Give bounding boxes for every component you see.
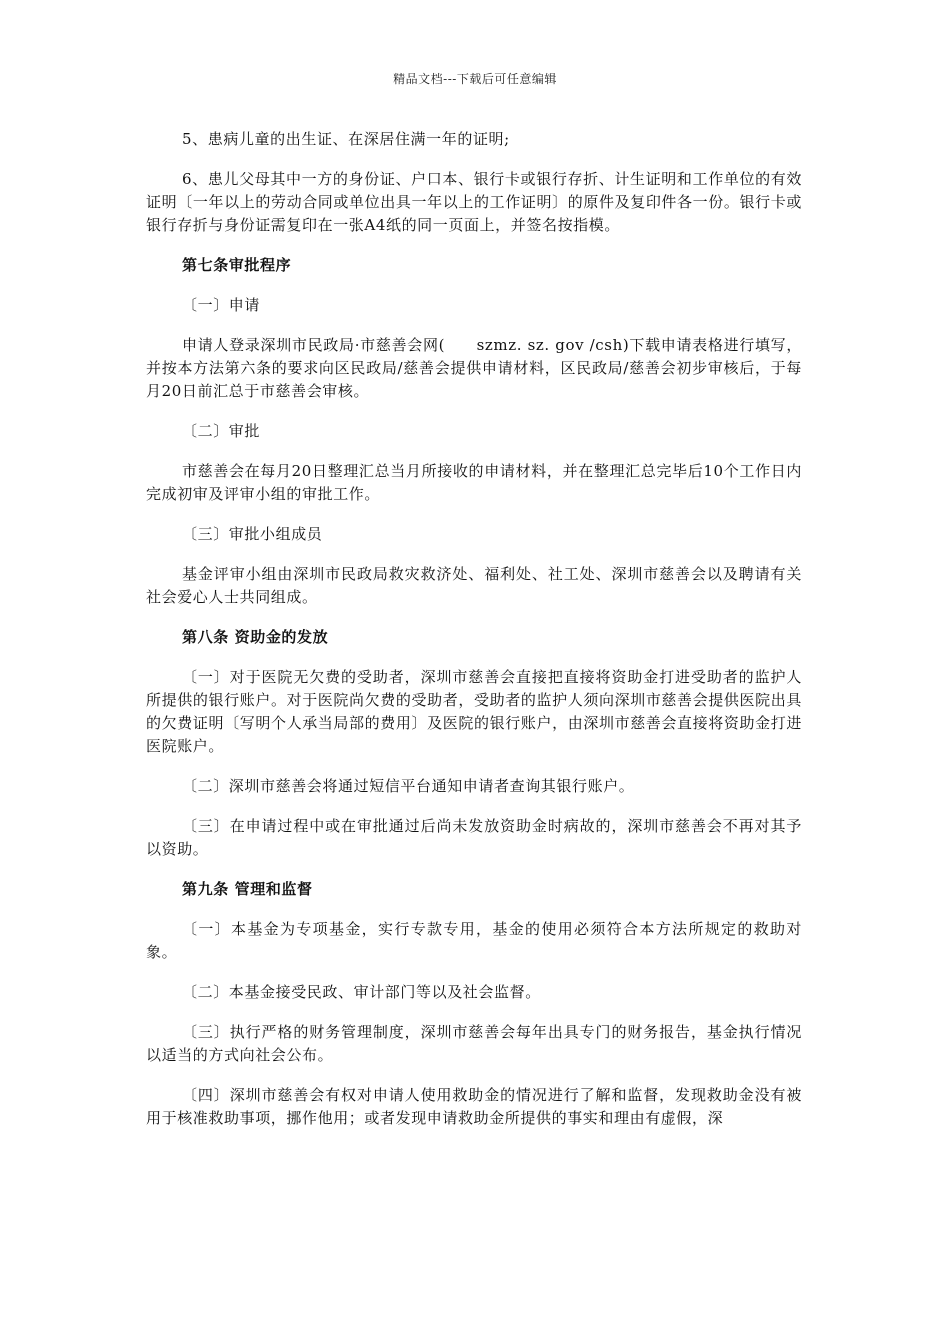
paragraph: 申请人登录深圳市民政局·市慈善会网( szmz. sz. gov /csh)下载申请表格进行填写，并按本方法第六条的要求向区民政局/慈善会提供申请材料，区民政局/慈善会初步审核后，于每月20日前汇总于市慈善会审核。 [146,336,802,400]
subsection-label: 〔三〕审批小组成员 [182,525,323,543]
document-body [146,128,802,1147]
section-heading: 第九条 管理和监督 [182,880,313,898]
subsection-label: 〔一〕申请 [182,296,261,314]
paragraph: 〔一〕对于医院无欠费的受助者，深圳市慈善会直接把直接将资助金打进受助者的监护人所提供的银行账户。对于医院尚欠费的受助者，受助者的监护人须向深圳市慈善会提供医院出具的欠费证明〔写明个人承当局部的费用〕及医院的银行账户，由深圳市慈善会直接将资助金打进医院账户。 [146,668,802,755]
paragraph: 〔一〕本基金为专项基金，实行专款专用，基金的使用必须符合本方法所规定的救助对象。 [146,920,802,961]
paragraph: 6、患儿父母其中一方的身份证、户口本、银行卡或银行存折、计生证明和工作单位的有效证明〔一年以上的劳动合同或单位出具一年以上的工作证明〕的原件及复印件各一份。银行卡或银行存折与身份证需复印在一张A4纸的同一页面上，并签名按指模。 [146,170,802,234]
paragraph: 基金评审小组由深圳市民政局救灾救济处、福利处、社工处、深圳市慈善会以及聘请有关社会爱心人士共同组成。 [146,565,802,606]
paragraph: 〔二〕深圳市慈善会将通过短信平台通知申请者查询其银行账户。 [182,777,635,795]
section-heading: 第七条审批程序 [182,256,292,274]
paragraph: 〔二〕本基金接受民政、审计部门等以及社会监督。 [182,983,541,1001]
subsection-label: 〔二〕审批 [182,422,261,440]
paragraph: 〔三〕执行严格的财务管理制度，深圳市慈善会每年出具专门的财务报告，基金执行情况以适当的方式向社会公布。 [146,1023,802,1064]
paragraph: 〔四〕深圳市慈善会有权对申请人使用救助金的情况进行了解和监督，发现救助金没有被用于核准救助事项，挪作他用；或者发现申请救助金所提供的事实和理由有虚假，深 [146,1086,802,1127]
page-header: 精品文档---下载后可任意编辑 [393,72,557,86]
paragraph: 市慈善会在每月20日整理汇总当月所接收的申请材料，并在整理汇总完毕后10个工作日内完成初审及评审小组的审批工作。 [146,462,802,503]
paragraph: 5、患病儿童的出生证、在深居住满一年的证明; [182,130,510,148]
section-heading: 第八条 资助金的发放 [182,628,329,646]
paragraph: 〔三〕在申请过程中或在审批通过后尚未发放资助金时病故的，深圳市慈善会不再对其予以资助。 [146,817,802,858]
